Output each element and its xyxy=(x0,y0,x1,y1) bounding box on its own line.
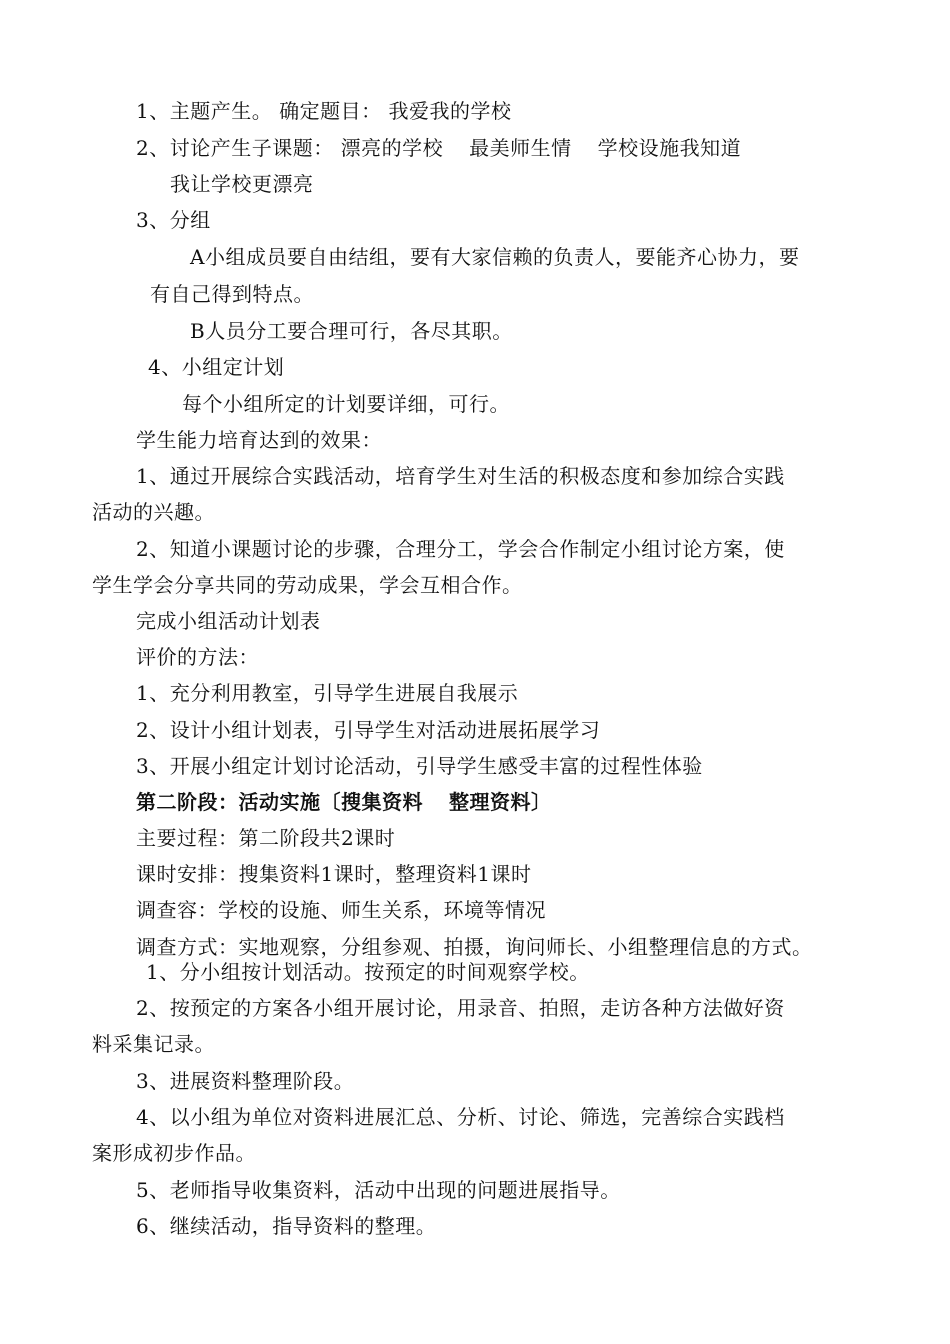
subtopic-2: 最美师生情 xyxy=(469,136,572,160)
subtopic-4: 我让学校更漂亮 xyxy=(170,172,314,196)
subtopic-intro: 2、讨论产生子课题： 漂亮的学校 xyxy=(136,136,444,160)
heading-evaluation: 评价的方法： xyxy=(136,645,259,669)
paragraph-group-b: B人员分工要合理可行，各尽其职。 xyxy=(190,319,513,343)
paragraph-step-2-cont: 料采集记录。 xyxy=(92,1032,215,1056)
paragraph-survey-method: 调查方式：实地观察，分组参观、拍摄，询问师长、小组整理信息的方式。 xyxy=(136,935,813,959)
paragraph-group-a: A小组成员要自由结组，要有大家信赖的负责人，要能齐心协力，要 xyxy=(190,245,800,269)
paragraph-effect-2-cont: 学生学会分享共同的劳动成果，学会互相合作。 xyxy=(92,573,523,597)
paragraph-effect-1-cont: 活动的兴趣。 xyxy=(92,500,215,524)
stage-two-title-end: 整理资料〕 xyxy=(449,790,552,814)
paragraph-eval-1: 1、充分利用教室，引导学生进展自我展示 xyxy=(136,681,519,705)
paragraph-schedule: 课时安排：搜集资料1课时，整理资料1课时 xyxy=(136,862,532,886)
paragraph-step-5: 5、老师指导收集资料，活动中出现的问题进展指导。 xyxy=(136,1178,621,1202)
heading-grouping: 3、分组 xyxy=(136,208,211,232)
paragraph-group-a-cont: 有自己得到特点。 xyxy=(150,282,314,306)
paragraph-step-2: 2、按预定的方案各小组开展讨论，用录音、拍照，走访各种方法做好资 xyxy=(136,996,785,1020)
paragraph-step-1: 1、分小组按计划活动。按预定的时间观察学校。 xyxy=(146,960,590,984)
paragraph-step-6: 6、继续活动，指导资料的整理。 xyxy=(136,1214,437,1238)
paragraph-effect-1: 1、通过开展综合实践活动，培育学生对生活的积极态度和参加综合实践 xyxy=(136,464,785,488)
heading-plan: 4、小组定计划 xyxy=(148,355,285,379)
paragraph-plan: 每个小组所定的计划要详细，可行。 xyxy=(182,392,510,416)
paragraph-step-4-cont: 案形成初步作品。 xyxy=(92,1141,256,1165)
paragraph-step-4: 4、以小组为单位对资料进展汇总、分析、讨论、筛选，完善综合实践档 xyxy=(136,1105,785,1129)
stage-two-title: 第二阶段：活动实施〔搜集资料 xyxy=(136,790,423,814)
paragraph-survey-content: 调查容：学校的设施、师生关系，环境等情况 xyxy=(136,898,546,922)
paragraph-subtopics xyxy=(136,136,741,160)
paragraph-eval-3: 3、开展小组定计划讨论活动，引导学生感受丰富的过程性体验 xyxy=(136,754,703,778)
subtopic-3: 学校设施我知道 xyxy=(597,136,742,160)
paragraph-main-process: 主要过程：第二阶段共2课时 xyxy=(136,826,396,850)
paragraph-plan-table: 完成小组活动计划表 xyxy=(136,609,321,633)
paragraph-eval-2: 2、设计小组计划表，引导学生对活动进展拓展学习 xyxy=(136,718,601,742)
paragraph-topic: 1、主题产生。 确定题目： 我爱我的学校 xyxy=(136,99,512,123)
paragraph-effect-2: 2、知道小课题讨论的步骤，合理分工，学会合作制定小组讨论方案，使 xyxy=(136,537,785,561)
heading-stage-two xyxy=(136,790,552,814)
paragraph-step-3: 3、进展资料整理阶段。 xyxy=(136,1069,355,1093)
heading-effects: 学生能力培育达到的效果： xyxy=(136,428,382,452)
